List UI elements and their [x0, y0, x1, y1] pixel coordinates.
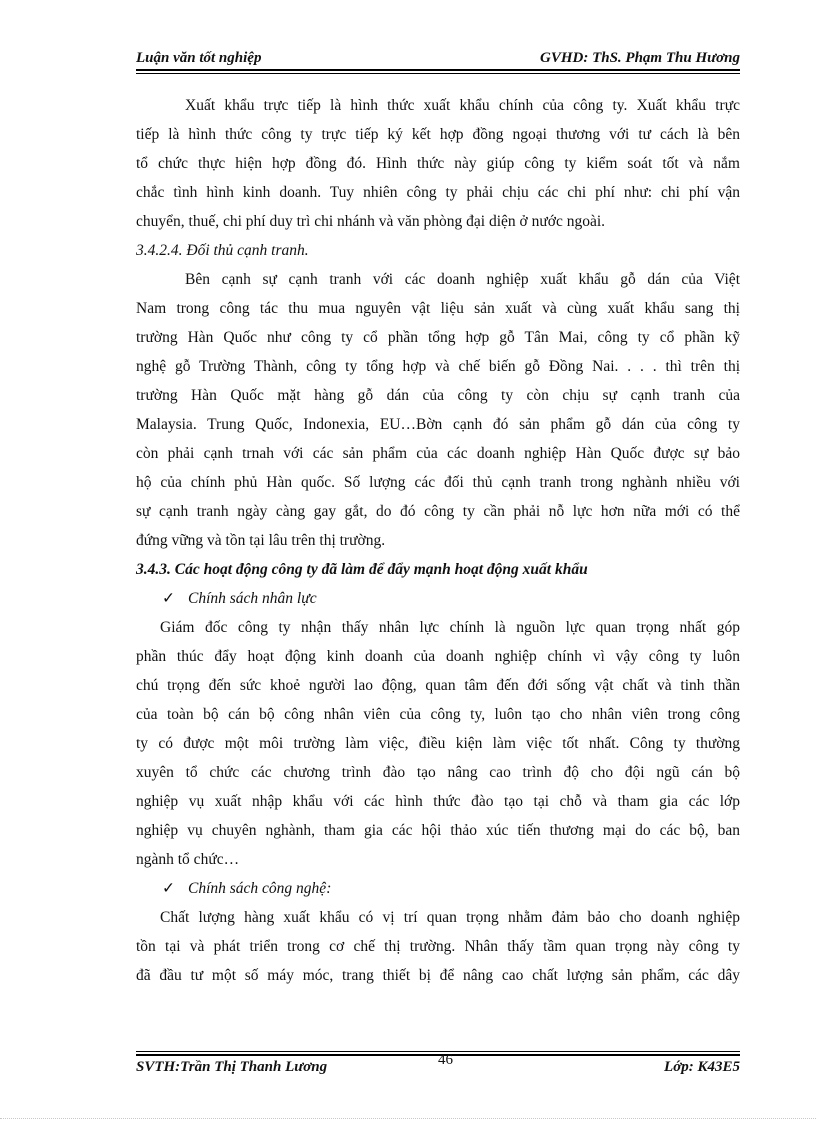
header-advisor: GVHD: ThS. Phạm Thu Hương	[540, 50, 740, 66]
body-line: trường Hàn Quốc mặt hàng gỗ dán của công ty còn chịu sự cạnh tranh của	[136, 387, 740, 404]
body-line: tồn tại và phát triển trong cơ chế thị trường. Nhân thấy tầm quan trọng này công ty	[136, 938, 740, 955]
body-line: tổ chức thực hiện hợp đồng đó. Hình thức này giúp công ty kiểm soát tốt và nắm	[136, 155, 740, 172]
body-line: nghệ gỗ Trường Thành, công ty tổng hợp và chế biến gỗ Đồng Nai. . . . thì trên thị	[136, 358, 740, 375]
body-line: sự cạnh tranh ngày càng gay gắt, do đó công ty cần phải nỗ lực hơn nữa mới có thể	[136, 503, 740, 520]
body-line: hộ của chính phủ Hàn quốc. Số lượng các đối thủ cạnh tranh trong nghành nhiều với	[136, 474, 740, 491]
body-line: chú trọng đến sức khoẻ người lao động, quan tâm đến đới sống vật chất và tinh thần	[136, 677, 740, 694]
body-line: tiếp là hình thức công ty trực tiếp ký kết hợp đồng ngoại thương với tư cách là bên	[136, 126, 740, 143]
body-line: Nam trong công tác thu mua nguyên vật liệu sản xuất và cùng xuất khẩu sang thị	[136, 300, 740, 317]
check-icon: ✓	[162, 880, 175, 897]
body-line: Xuất khẩu trực tiếp là hình thức xuất khẩu chính của công ty. Xuất khẩu trực	[185, 97, 740, 114]
page-body	[136, 91, 740, 990]
page-bottom-dotted-edge	[0, 1118, 816, 1119]
body-line: chắc tình hình kinh doanh. Tuy nhiên công ty phải chịu các chi phí như: chi phí vận	[136, 184, 740, 201]
body-line: đứng vững và tồn tại lâu trên thị trường.	[136, 532, 386, 549]
body-line: trường Hàn Quốc như công ty cổ phần tổng hợp gỗ Tân Mai, công ty cổ phần kỹ	[136, 329, 740, 346]
body-line: Chất lượng hàng xuất khẩu có vị trí quan trọng nhằm đảm bảo cho doanh nghiệp	[160, 909, 740, 926]
body-line: còn phải cạnh trnah với các sản phẩm của các doanh nghiệp Hàn Quốc được sự bảo	[136, 445, 740, 462]
body-line: nghiệp vụ xuất nhập khẩu với các hình thức đào tạo tại chỗ và tham gia các lớp	[136, 793, 740, 810]
body-line: Malaysia. Trung Quốc, Indonexia, EU…Bờn cạnh đó sản phẩm gỗ dán của công ty	[136, 416, 740, 433]
bullet-tech-policy	[136, 874, 740, 903]
footer-class: Lớp: K43E5	[664, 1059, 740, 1075]
body-line: Giám đốc công ty nhận thấy nhân lực chính là nguồn lực quan trọng nhất góp	[160, 619, 740, 636]
header-rule-thin	[136, 73, 740, 74]
check-icon: ✓	[162, 590, 175, 607]
bullet-label: Chính sách nhân lực	[188, 590, 317, 607]
body-line: ty có được một môi trường làm việc, điều kiện làm việc tốt nhất. Công ty thường	[136, 735, 740, 752]
section-heading-3-4-3: 3.4.3. Các hoạt động công ty đã làm để đẩy mạnh hoạt động xuất khẩu	[136, 561, 588, 578]
body-line: nghiệp vụ chuyên nghành, tham gia các hội thảo xúc tiến thương mại do các bộ, ban	[136, 822, 740, 839]
body-line: chuyển, thuế, chi phí duy trì chi nhánh và văn phòng đại diện ở nước ngoài.	[136, 213, 606, 230]
footer-student: SVTH:Trần Thị Thanh Lương	[136, 1059, 328, 1075]
page-number: 46	[438, 1052, 453, 1068]
header-thesis-label: Luận văn tốt nghiệp	[136, 50, 262, 66]
section-heading-3-4-2-4: 3.4.2.4. Đối thủ cạnh tranh.	[136, 242, 309, 259]
page-footer	[136, 1056, 740, 1078]
header-rule	[136, 69, 740, 71]
body-line: đã đầu tư một số máy móc, trang thiết bị để nâng cao chất lượng sản phẩm, các dây	[136, 967, 740, 984]
body-line: ngành tổ chức…	[136, 851, 240, 868]
page-header	[136, 48, 740, 70]
body-line: phần thúc đẩy hoạt động kinh doanh của doanh nghiệp chính vì vậy công ty luôn	[136, 648, 740, 665]
body-line: xuyên tổ chức các chương trình đào tạo nâng cao trình độ cho đội ngũ cán bộ	[136, 764, 740, 781]
body-line: của toàn bộ cán bộ công nhân viên của công ty, luôn tạo cho nhân viên trong công	[136, 706, 740, 723]
bullet-hr-policy	[136, 584, 740, 613]
bullet-label: Chính sách công nghệ:	[188, 880, 332, 897]
body-line: Bên cạnh sự cạnh tranh với các doanh nghiệp xuất khẩu gỗ dán của Việt	[185, 271, 740, 288]
